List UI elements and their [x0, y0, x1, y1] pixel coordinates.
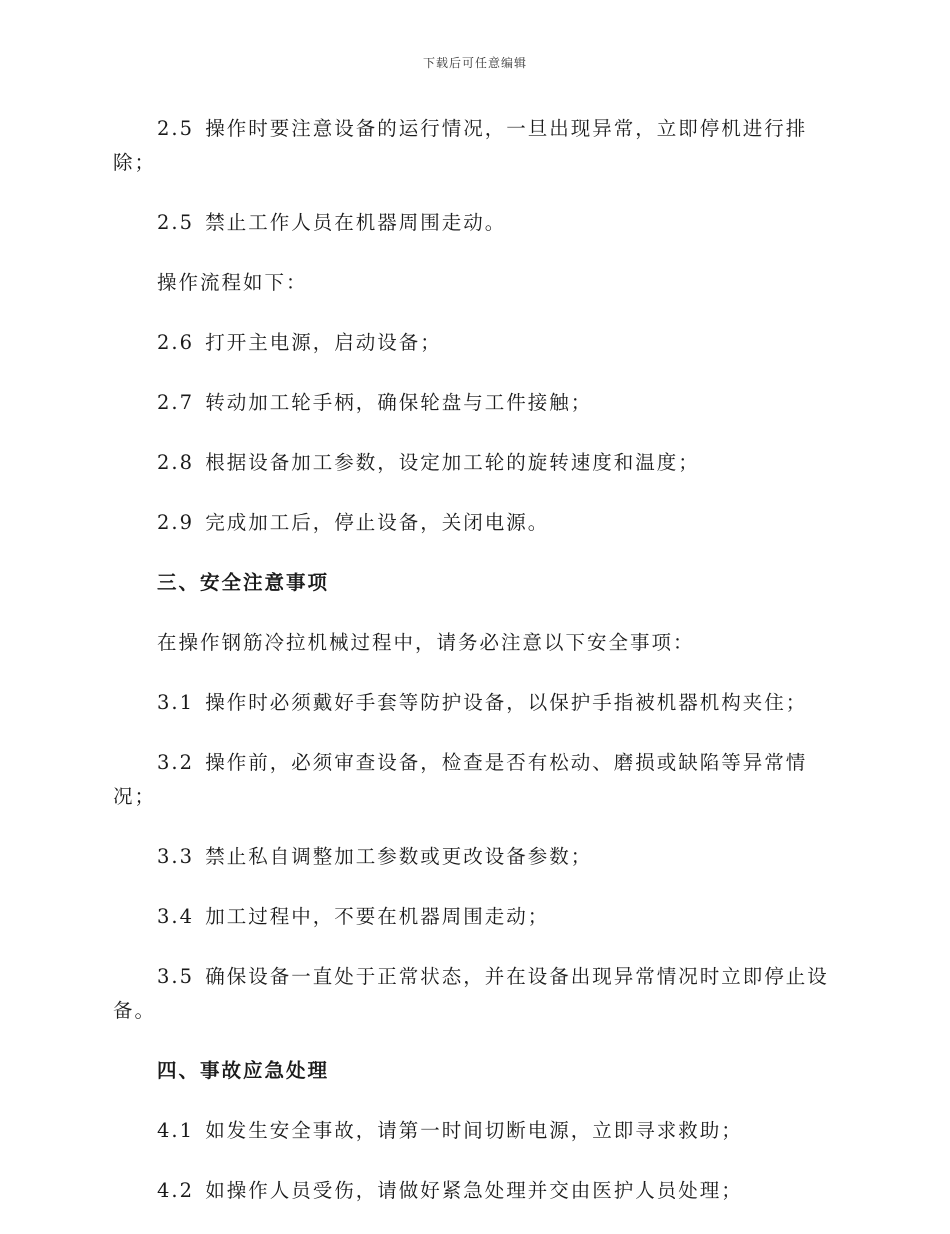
paragraph-2-5-operation-monitoring: 2.5 操作时要注意设备的运行情况，一旦出现异常，立即停机进行排除；	[113, 117, 808, 174]
paragraph-2-7: 2.7 转动加工轮手柄，确保轮盘与工件接触；	[157, 391, 593, 414]
paragraph-3-4: 3.4 加工过程中，不要在机器周围走动；	[157, 905, 550, 928]
paragraph-2-5-no-walking: 2.5 禁止工作人员在机器周围走动。	[157, 211, 507, 234]
paragraph-3-5: 3.5 确保设备一直处于正常状态，并在设备出现异常情况时立即停止设备。	[113, 965, 829, 1022]
document-body	[113, 112, 833, 1234]
paragraph-safety-intro: 在操作钢筋冷拉机械过程中，请务必注意以下安全事项：	[157, 631, 695, 654]
page-header: 下载后可任意编辑	[422, 56, 527, 70]
paragraph-3-1: 3.1 操作时必须戴好手套等防护设备，以保护手指被机器机构夹住；	[157, 691, 808, 714]
paragraph-4-2: 4.2 如操作人员受伤，请做好紧急处理并交由医护人员处理；	[157, 1179, 743, 1202]
paragraph-4-1: 4.1 如发生安全事故，请第一时间切断电源，立即寻求救助；	[157, 1119, 743, 1142]
paragraph-2-6: 2.6 打开主电源，启动设备；	[157, 331, 442, 354]
section-heading-safety: 三、安全注意事项	[157, 571, 330, 594]
paragraph-operation-flow-intro: 操作流程如下：	[157, 271, 308, 294]
paragraph-3-2: 3.2 操作前，必须审查设备，检查是否有松动、磨损或缺陷等异常情况；	[113, 751, 808, 808]
paragraph-3-3: 3.3 禁止私自调整加工参数或更改设备参数；	[157, 845, 593, 868]
section-heading-emergency: 四、事故应急处理	[157, 1059, 330, 1082]
paragraph-2-9: 2.9 完成加工后，停止设备，关闭电源。	[157, 511, 550, 534]
paragraph-2-8: 2.8 根据设备加工参数，设定加工轮的旋转速度和温度；	[157, 451, 700, 474]
